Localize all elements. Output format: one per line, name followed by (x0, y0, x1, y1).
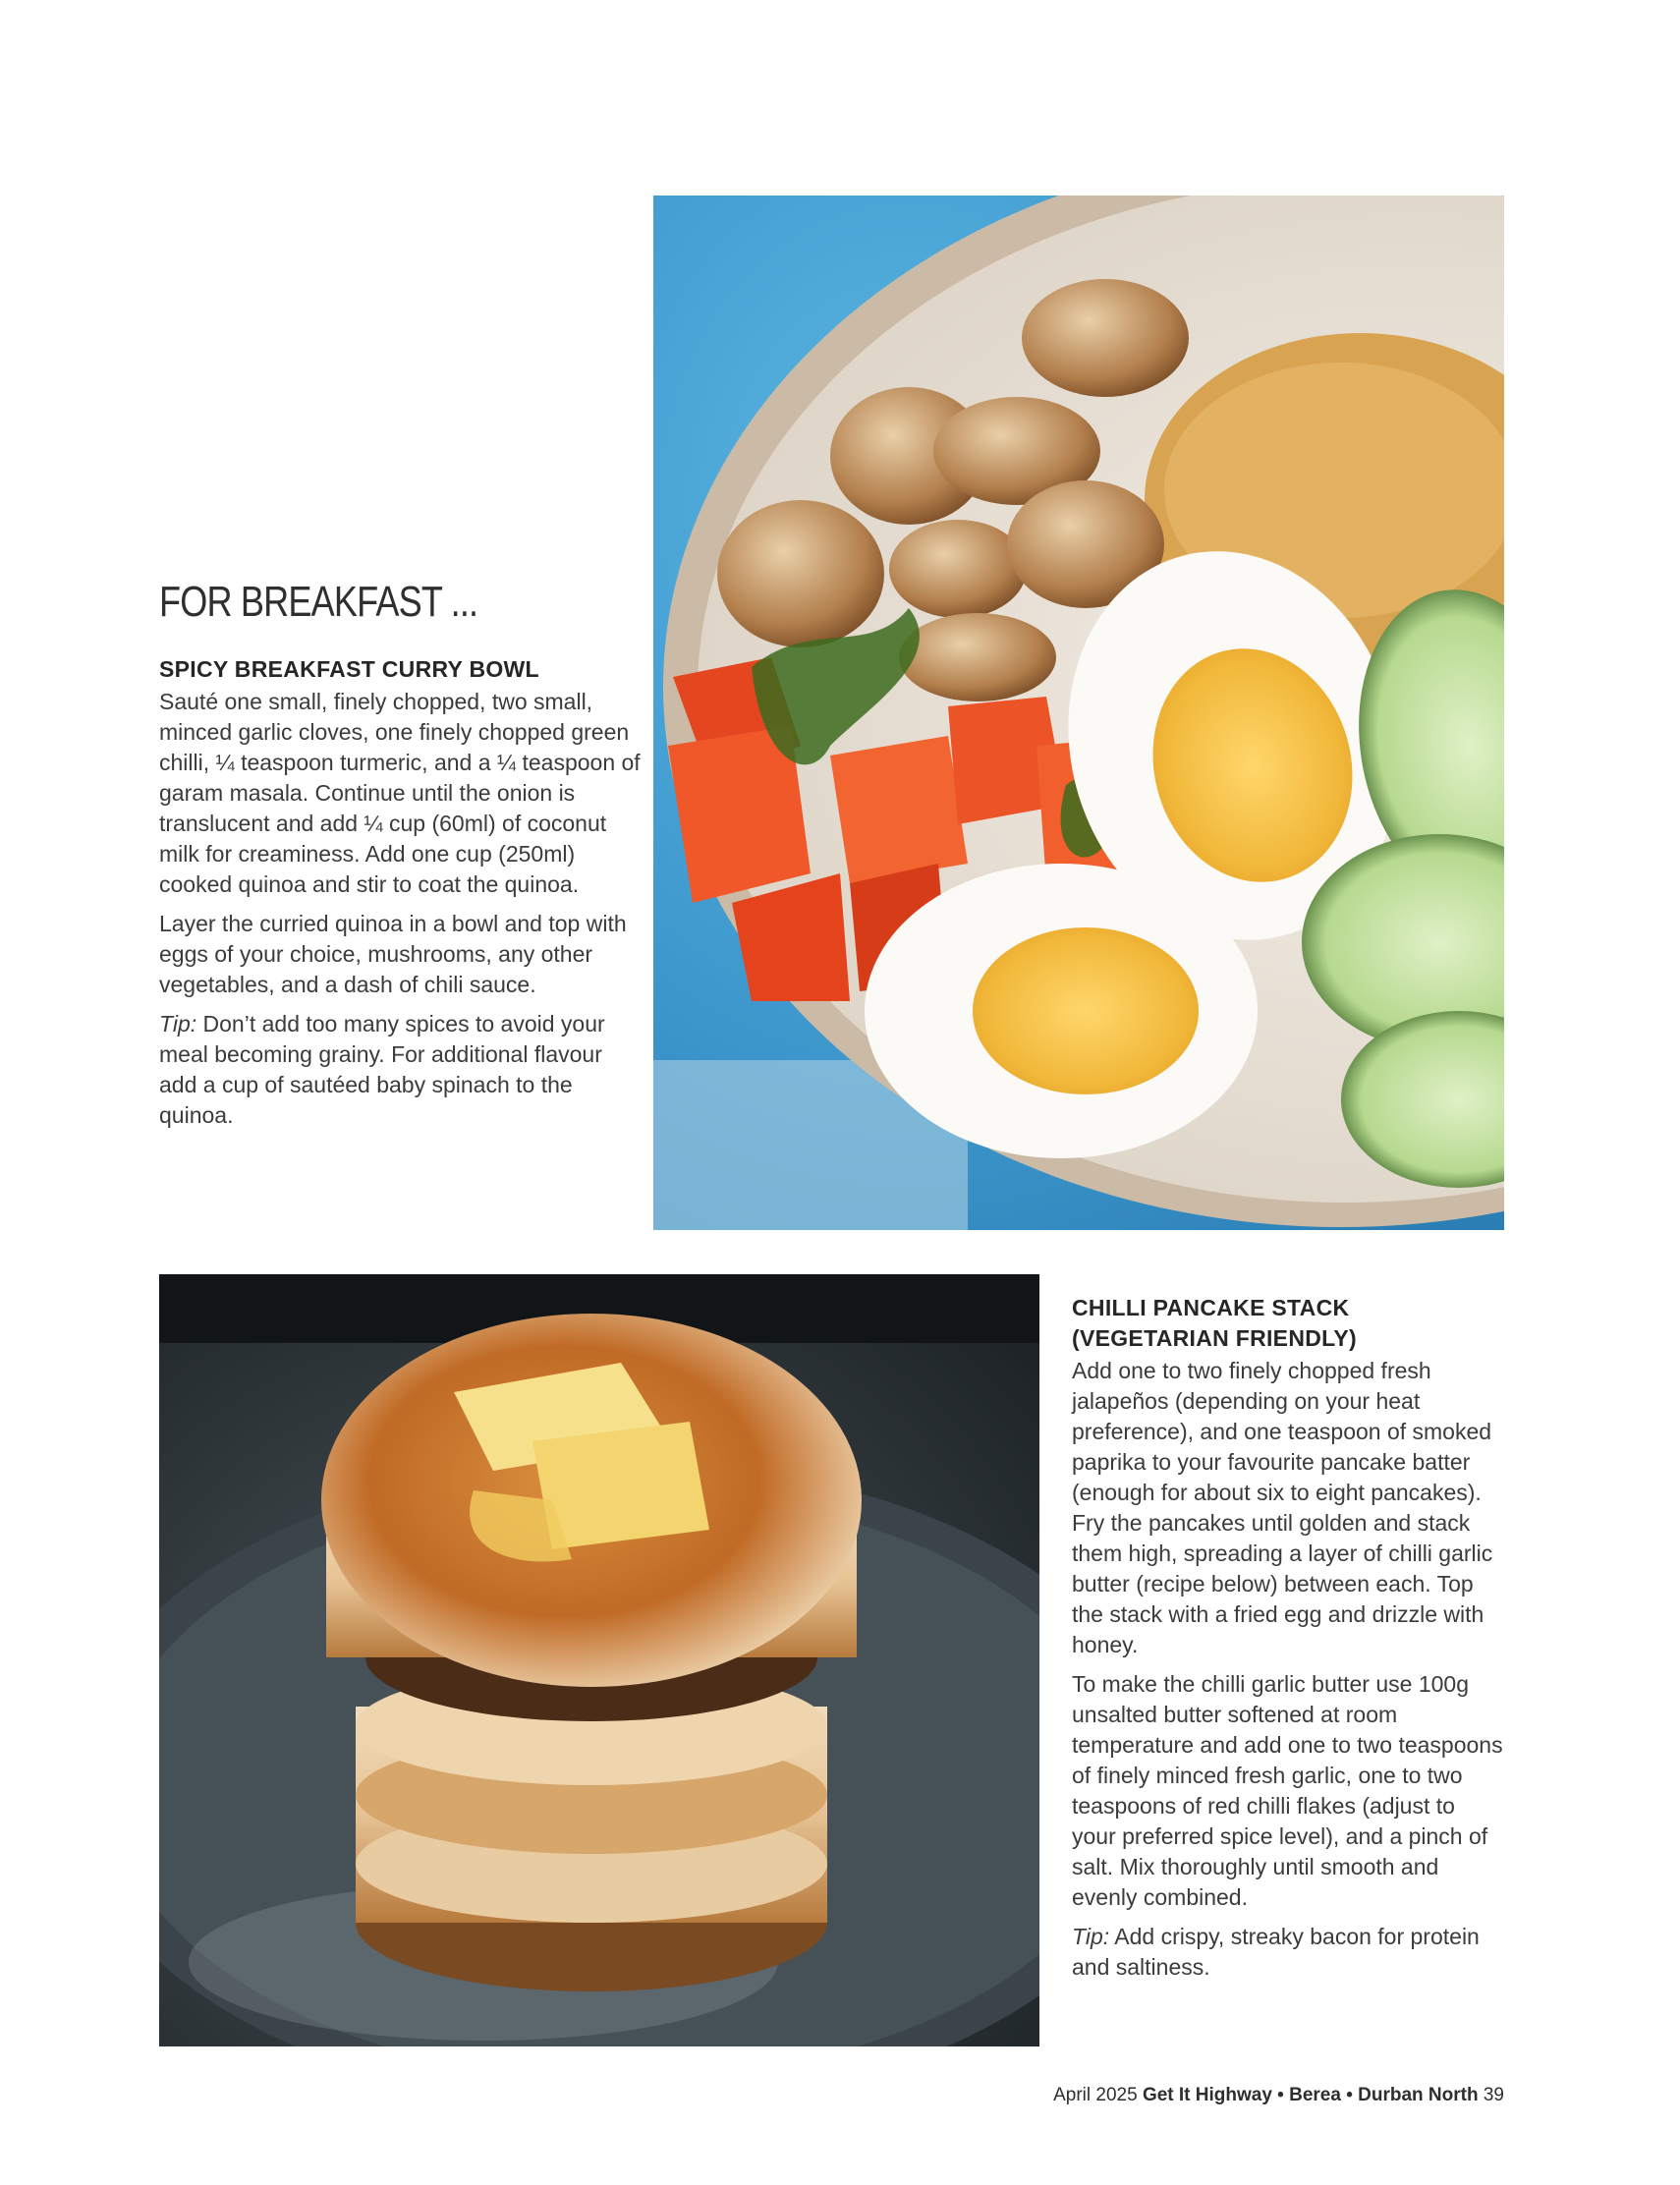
recipe-paragraph: Add one to two finely chopped fresh jalapeños (depending on your heat preference), and one teaspoon of smoked paprika to your favourite pancake batter (enough for about six to eight pancakes). Fry the pancakes until golden and stack them high, spreading a layer of chilli garlic butter (recipe below) between each. Top the stack with a fried egg and drizzle with honey. (1072, 1358, 1493, 1657)
recipe-paragraph: Sauté one small, finely chopped, two small, minced garlic cloves, one finely chopped green chilli, ¼ teaspoon turmeric, and a ¼ teaspoon of garam masala. Continue until the onion is translucent and add ¼ cup (60ml) of coconut milk for creaminess. Add one cup (250ml) cooked quinoa and stir to coat the quinoa. (159, 689, 641, 897)
tip-label: Tip: (1072, 1924, 1110, 1949)
recipe-tip (159, 1009, 641, 1131)
recipe-curry-bowl (159, 654, 641, 1140)
curry-bowl-photo (653, 196, 1504, 1230)
tip-label: Tip: (159, 1011, 197, 1036)
recipe-paragraph: To make the chilli garlic butter use 100g unsalted butter softened at room temperature and add one to two teaspoons of finely minced fresh garlic, one to two teaspoons of red chilli flakes (adjust to your preferred spice level), and a pinch of salt. Mix thoroughly until smooth and evenly combined. (1072, 1671, 1503, 1910)
recipe-title-line: CHILLI PANCAKE STACK (1072, 1295, 1350, 1320)
section-heading: FOR BREAKFAST ... (159, 578, 478, 626)
recipe-chilli-pancake-stack (1072, 1293, 1504, 1991)
pancake-stack-photo (159, 1274, 1039, 2046)
tip-text: Don’t add too many spices to avoid your meal becoming grainy. For additional flavour add a cup of sautéed baby spinach to the quinoa. (159, 1011, 605, 1128)
recipe-title (1072, 1293, 1504, 1354)
tip-text: Add crispy, streaky bacon for protein and saltiness. (1072, 1924, 1480, 1980)
recipe-paragraph: Layer the curried quinoa in a bowl and top with eggs of your choice, mushrooms, any other vegetables, and a dash of chili sauce. (159, 911, 627, 997)
recipe-title-line: (VEGETARIAN FRIENDLY) (1072, 1325, 1357, 1351)
recipe-title: SPICY BREAKFAST CURRY BOWL (159, 656, 539, 682)
footer-date: April 2025 (1053, 2085, 1138, 2105)
recipe-tip (1072, 1922, 1504, 1983)
footer-publication: Get It Highway • Berea • Durban North (1142, 2085, 1479, 2105)
page-footer (1053, 2085, 1504, 2106)
page-number: 39 (1483, 2085, 1504, 2105)
